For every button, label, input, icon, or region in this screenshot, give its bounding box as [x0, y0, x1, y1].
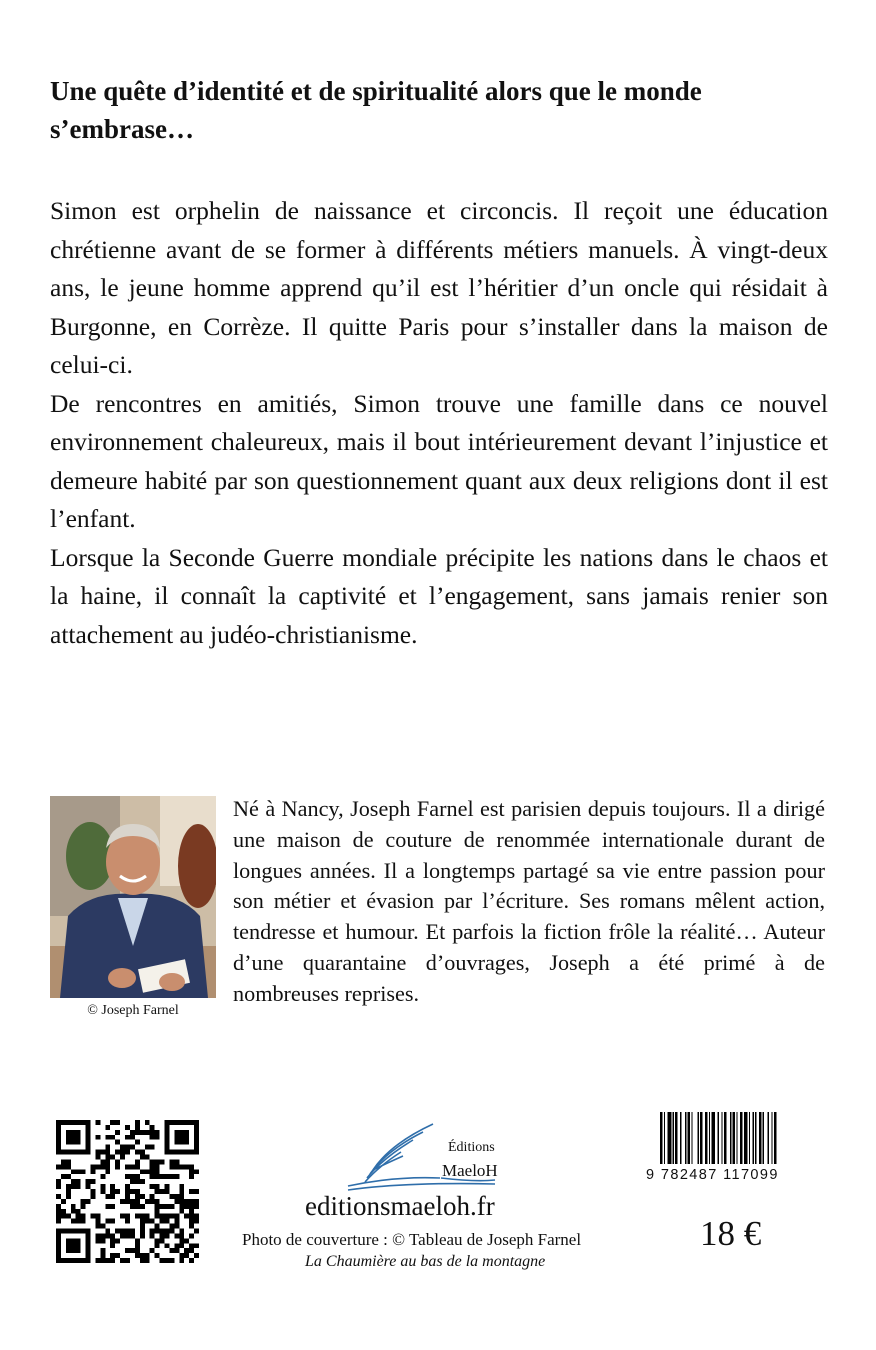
- cover-painting-title: La Chaumière au bas de la montagne: [305, 1253, 546, 1270]
- synopsis-paragraph: Simon est orphelin de naissance et circoncis. Il reçoit une éducation chrétienne avant de se former à différents métiers manuels. À vingt-deux ans, le jeune homme apprend qu’il est l’héritier d’un oncle qui résidait à Burgonne, en Corrèze. Il quitte Paris pour s’installer dans la maison de celui-ci.: [50, 196, 828, 379]
- synopsis: [50, 192, 828, 654]
- logo-publisher-name: MaeloH: [442, 1161, 498, 1180]
- back-cover-tagline: Une quête d’identité et de spiritualité alors que le monde s’embrase…: [50, 76, 702, 144]
- book-price: 18 €: [700, 1214, 762, 1253]
- publisher-website: editionsmaeloh.fr: [305, 1191, 495, 1221]
- synopsis-paragraph: Lorsque la Seconde Guerre mondiale précipite les nations dans le chaos et la haine, il connaît la captivité et l’engagement, sans jamais renier son attachement au judéo-christianisme.: [50, 542, 828, 649]
- cover-photo-credit: Photo de couverture : © Tableau de Joseph Farnel: [242, 1230, 582, 1249]
- isbn-barcode: [660, 1112, 812, 1164]
- author-bio: Né à Nancy, Joseph Farnel est parisien depuis toujours. Il a dirigé une maison de couture de renommée internationale durant de longues années. Il a longtemps partagé sa vie entre passion pour son métier et évasion par l’écriture. Ses romans mêlent action, tendresse et humour. Et parfois la fiction frôle la réalité… Auteur d’une quarantaine d’ouvrages, Joseph a été primé à de nombreuses reprises.: [233, 796, 825, 1006]
- logo-editions-text: Éditions: [448, 1140, 495, 1155]
- synopsis-paragraph: De rencontres en amitiés, Simon trouve une famille dans ce nouvel environnement chaleureux, mais il bout intérieurement devant l’injustice et demeure habité par son questionnement quant aux deux religions dont il est l’enfant.: [50, 388, 828, 533]
- qr-code: [56, 1120, 199, 1263]
- publisher-logo: [345, 1122, 515, 1194]
- isbn-number: 9 782487 117099: [646, 1167, 779, 1183]
- author-photo: [50, 796, 216, 998]
- photo-credit: © Joseph Farnel: [87, 1003, 179, 1018]
